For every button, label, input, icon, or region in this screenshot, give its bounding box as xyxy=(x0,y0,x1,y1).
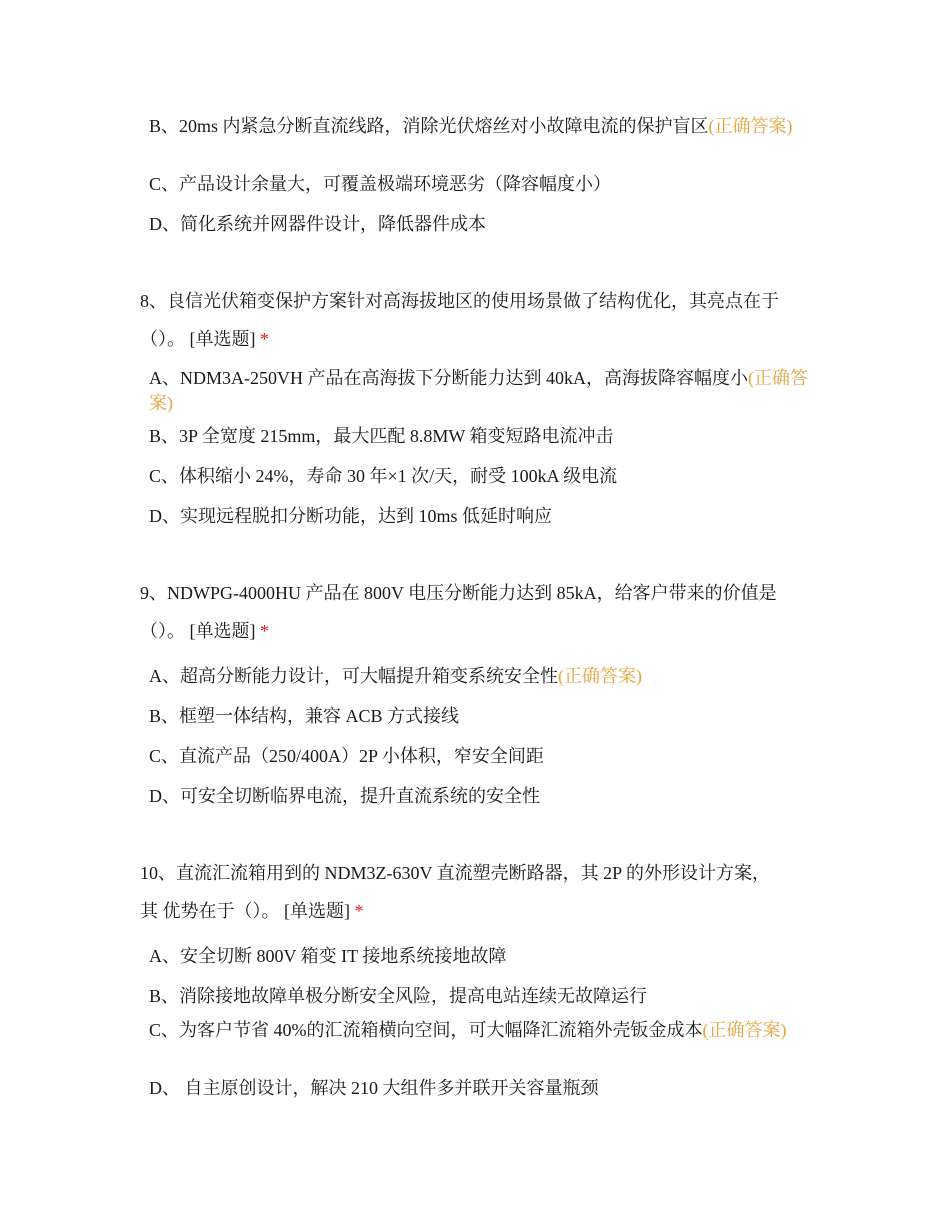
correct-answer-tag: (正确答案) xyxy=(149,368,808,413)
required-mark: * xyxy=(354,901,364,921)
question-8-option-d: D、实现远程脱扣分断功能，达到 10ms 低延时响应 xyxy=(149,506,553,526)
question-10-option-c: C、为客户节省 40%的汇流箱横向空间，可大幅降汇流箱外壳钣金成本(正确答案) xyxy=(149,1020,787,1040)
question-9-option-b: B、框塑一体结构，兼容 ACB 方式接线 xyxy=(149,706,460,726)
question-9-option-a: A、超高分断能力设计，可大幅提升箱变系统安全性(正确答案) xyxy=(149,666,642,686)
question-9-title: 9、NDWPG-4000HU 产品在 800V 电压分断能力达到 85kA，给客户带来的价值是 （）。 [单选题] * xyxy=(140,583,777,641)
correct-answer-tag: (正确答案) xyxy=(708,116,793,136)
prev-option-d: D、简化系统并网器件设计，降低器件成本 xyxy=(149,214,486,234)
prev-option-b: B、20ms 内紧急分断直流线路，消除光伏熔丝对小故障电流的保护盲区(正确答案) xyxy=(149,116,793,136)
question-8-option-a: A、NDM3A-250VH 产品在高海拔下分断能力达到 40kA，高海拔降容幅度小(正确答案) xyxy=(149,368,808,413)
question-9-option-c: C、直流产品（250/400A）2P 小体积，窄安全间距 xyxy=(149,746,544,766)
question-9-option-d: D、可安全切断临界电流，提升直流系统的安全性 xyxy=(149,786,540,806)
question-10-option-a: A、安全切断 800V 箱变 IT 接地系统接地故障 xyxy=(149,946,507,966)
question-8-option-c: C、体积缩小 24%，寿命 30 年×1 次/天，耐受 100kA 级电流 xyxy=(149,466,618,486)
prev-option-c: C、产品设计余量大，可覆盖极端环境恶劣（降容幅度小） xyxy=(149,174,612,194)
question-10-option-d: D、 自主原创设计，解决 210 大组件多并联开关容量瓶颈 xyxy=(149,1078,599,1098)
required-mark: * xyxy=(260,621,269,641)
correct-answer-tag: (正确答案) xyxy=(702,1020,787,1040)
question-8-option-b: B、3P 全宽度 215mm，最大匹配 8.8MW 箱变短路电流冲击 xyxy=(149,426,614,446)
required-mark: * xyxy=(260,329,269,349)
question-10-title: 10、直流汇流箱用到的 NDM3Z-630V 直流塑壳断路器，其 2P 的外形设计方案， 其 优势在于（）。 [单选题] * xyxy=(140,863,771,921)
question-10-option-b: B、消除接地故障单极分断安全风险，提高电站连续无故障运行 xyxy=(149,986,648,1006)
question-8-title: 8、良信光伏箱变保护方案针对高海拔地区的使用场景做了结构优化，其亮点在于 （）。 [单选题] * xyxy=(140,291,779,349)
correct-answer-tag: (正确答案) xyxy=(558,666,642,686)
